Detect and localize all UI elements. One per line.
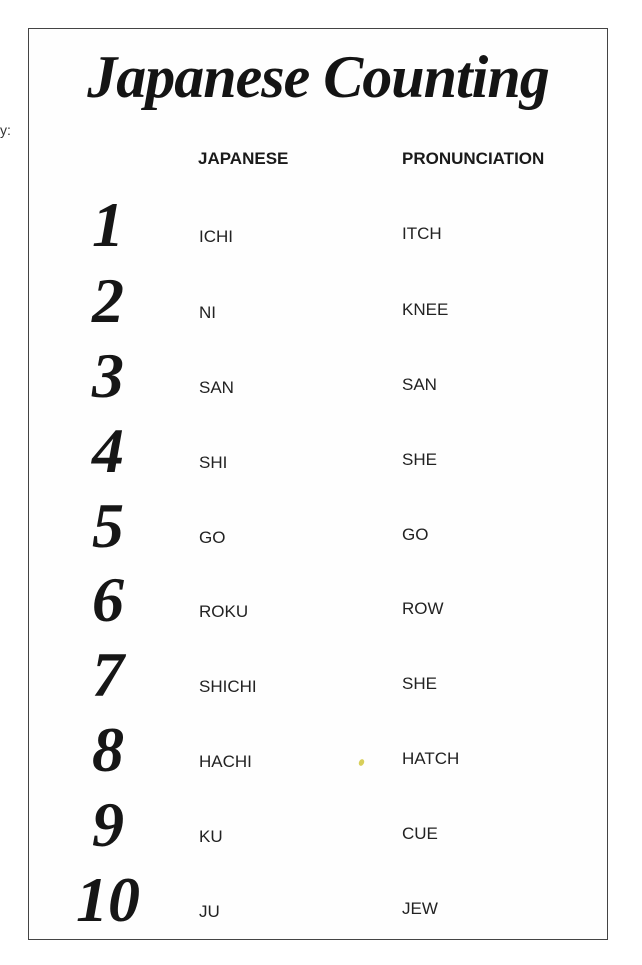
pronunciation-word: ROW [402, 599, 444, 618]
japanese-word: KU [199, 827, 223, 846]
pronunciation-word: HATCH [402, 749, 460, 768]
numeral: 4 [92, 415, 124, 486]
numeral: 5 [92, 490, 124, 561]
japanese-word: JU [199, 902, 220, 921]
japanese-word: SAN [199, 378, 234, 397]
count-row [29, 866, 607, 941]
count-row [29, 417, 607, 492]
header-pronunciation: PRONUNCIATION [402, 149, 545, 168]
count-row [29, 791, 607, 866]
count-row [29, 566, 607, 641]
count-row [29, 716, 607, 791]
counting-card [28, 28, 608, 940]
pronunciation-word: ITCH [402, 224, 442, 243]
japanese-word: SHICHI [199, 677, 257, 696]
pronunciation-word: SHE [402, 450, 437, 469]
margin-mark: y: [0, 122, 11, 138]
pronunciation-word: CUE [402, 824, 438, 843]
count-row [29, 267, 607, 342]
count-row [29, 191, 607, 266]
numeral: 8 [92, 714, 124, 785]
japanese-word: HACHI [199, 752, 252, 771]
japanese-word: ICHI [199, 227, 233, 246]
japanese-word: NI [199, 303, 216, 322]
numeral: 2 [92, 265, 124, 336]
numeral: 7 [92, 639, 124, 710]
numeral: 6 [92, 564, 124, 635]
pronunciation-word: KNEE [402, 300, 449, 319]
page-title: Japanese Counting [87, 44, 549, 110]
count-row [29, 492, 607, 567]
japanese-word: GO [199, 528, 226, 547]
count-row [29, 342, 607, 417]
count-row [29, 641, 607, 716]
pronunciation-word: SHE [402, 674, 437, 693]
pronunciation-word: SAN [402, 375, 437, 394]
numeral: 9 [92, 789, 124, 860]
numeral: 10 [76, 864, 140, 935]
numeral: 3 [92, 340, 124, 411]
pronunciation-word: GO [402, 525, 429, 544]
japanese-word: ROKU [199, 602, 249, 621]
header-japanese: JAPANESE [198, 149, 289, 168]
japanese-word: SHI [199, 453, 228, 472]
numeral: 1 [92, 189, 124, 260]
pronunciation-word: JEW [402, 899, 438, 918]
